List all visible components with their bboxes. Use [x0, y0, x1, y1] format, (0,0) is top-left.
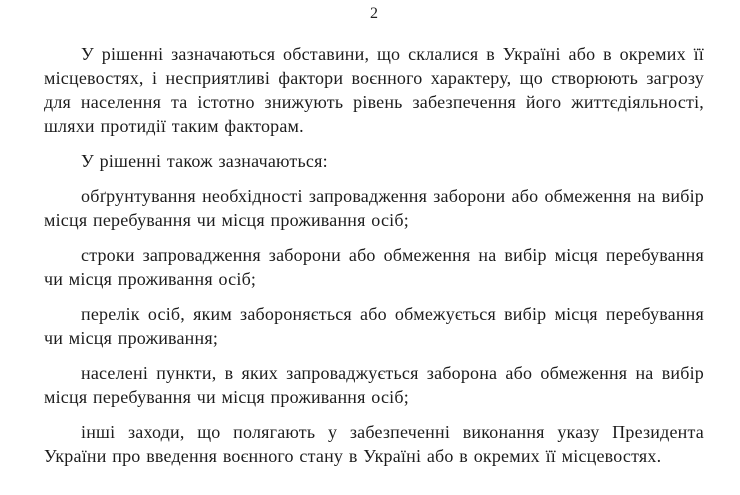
paragraph-list-of-persons: перелік осіб, яким забороняється або обмежується вибір місця перебування чи місця проживання;: [44, 304, 704, 348]
paragraph-justification-of-restriction: обґрунтування необхідності запровадження заборони або обмеження на вибір місця перебування чи місця проживання осіб;: [44, 186, 704, 230]
paragraph-other-measures: інші заходи, що полягають у забезпеченні виконання указу Президента України про введення воєнного стану в Україні або в окремих її місцевостях.: [44, 422, 704, 466]
paragraph-settlements: населені пункти, в яких запроваджується заборона або обмеження на вибір місця перебування чи місця проживання осіб;: [44, 363, 704, 407]
page-number: 2: [370, 5, 378, 22]
paragraph-decision-circumstances: У рішенні зазначаються обставини, що склалися в Україні або в окремих її місцевостях, і несприятливі фактори воєнного характеру, що створюють загрозу для населення та істотно знижують рівень забезпечення його життєдіяльності, шляхи протидії таким факторам.: [44, 44, 704, 136]
paragraph-terms-of-restriction: строки запровадження заборони або обмеження на вибір місця перебування чи місця проживання осіб;: [44, 245, 704, 289]
paragraph-also-specified-heading: У рішенні також зазначаються:: [81, 151, 328, 171]
